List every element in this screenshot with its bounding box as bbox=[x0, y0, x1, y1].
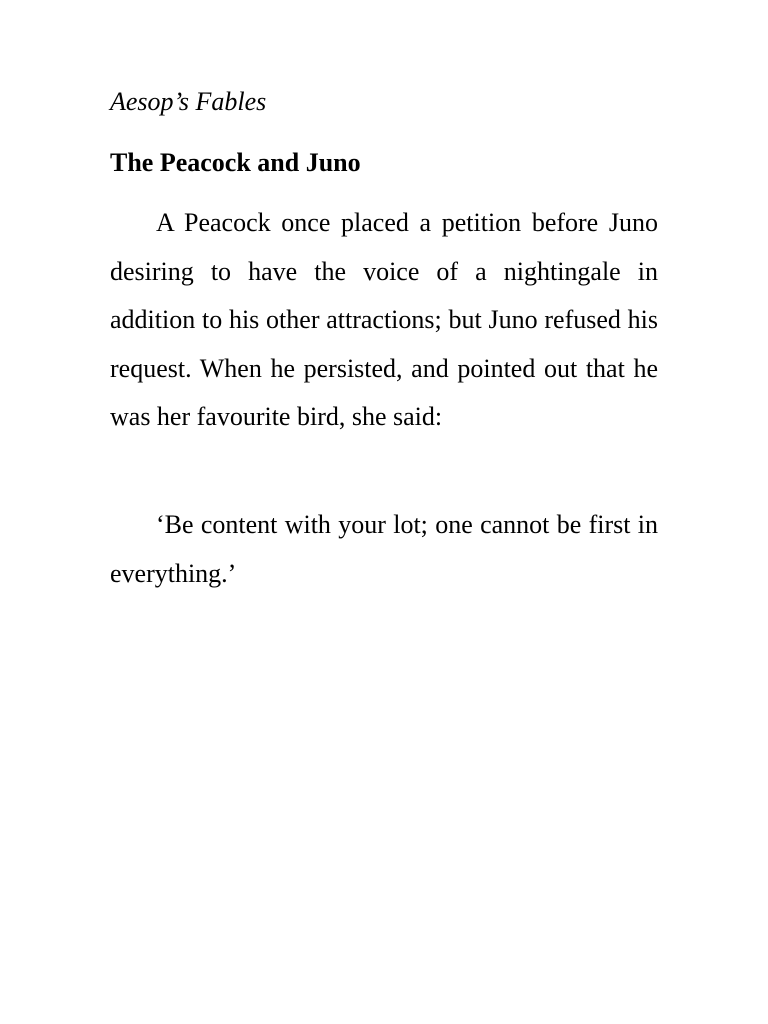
story-title: The Peacock and Juno bbox=[110, 148, 361, 177]
paragraph-narrative: A Peacock once placed a petition before Juno desiring to have the voice of a nightingale in addition to his other attractions; but Juno refused his request. When he persisted, and pointed out that he was her favourite bird, she said: bbox=[110, 208, 658, 431]
book-title: Aesop’s Fables bbox=[110, 87, 267, 116]
paragraph-quote: ‘Be content with your lot; one cannot be first in everything.’ bbox=[110, 510, 658, 588]
